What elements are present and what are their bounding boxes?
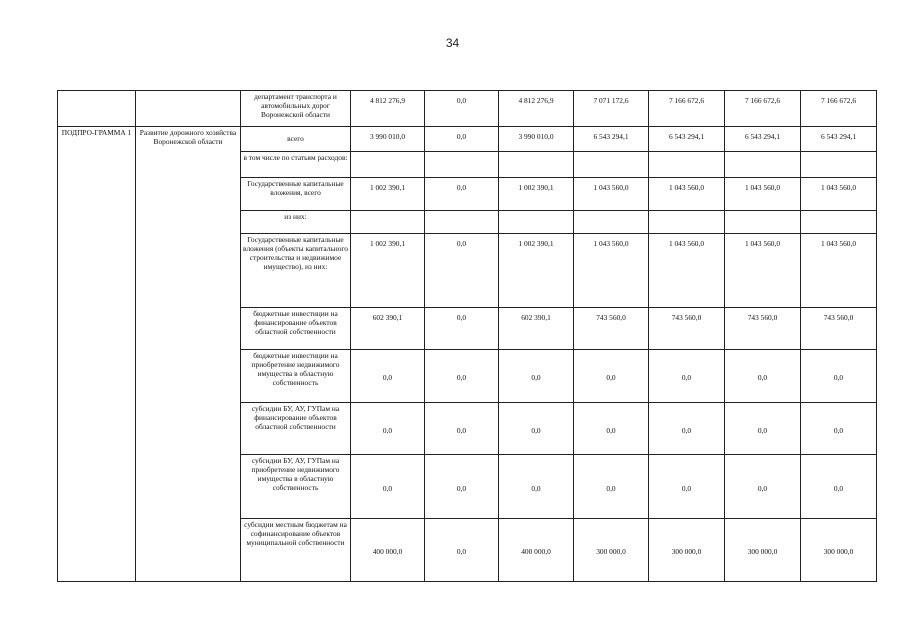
- value-cell: 6 543 294,1: [801, 127, 877, 152]
- value-cell: [351, 152, 425, 178]
- value-cell: 1 043 560,0: [574, 234, 649, 308]
- value-cell: 0,0: [351, 350, 425, 403]
- value-cell: 1 002 390,1: [351, 178, 425, 211]
- row-label: субсидии местным бюджетам на софинансирование объектов муниципальной собственности: [241, 519, 351, 582]
- row-label: из них:: [241, 211, 351, 234]
- value-cell: [425, 211, 499, 234]
- value-cell: 0,0: [425, 455, 499, 519]
- value-cell: 602 390,1: [351, 308, 425, 350]
- subprogram-label: ПОДПРО-ГРАММА 1: [58, 127, 136, 582]
- value-cell: 1 043 560,0: [801, 234, 877, 308]
- value-cell: [574, 152, 649, 178]
- value-cell: 0,0: [725, 455, 801, 519]
- value-cell: 400 000,0: [351, 519, 425, 582]
- row-label: субсидии БУ, АУ, ГУПам на приобретение недвижимого имущества в областную собственность: [241, 455, 351, 519]
- value-cell: 400 000,0: [499, 519, 574, 582]
- row-label: департамент транспорта и автомобильных дорог Воронежской области: [241, 91, 351, 127]
- value-cell: 3 990 010,0: [499, 127, 574, 152]
- value-cell: [499, 152, 574, 178]
- value-cell: [801, 152, 877, 178]
- empty-cell: [136, 91, 241, 127]
- value-cell: 0,0: [801, 403, 877, 455]
- value-cell: 300 000,0: [801, 519, 877, 582]
- value-cell: 0,0: [725, 403, 801, 455]
- value-cell: [351, 211, 425, 234]
- value-cell: 743 560,0: [649, 308, 725, 350]
- value-cell: 7 166 672,6: [725, 91, 801, 127]
- value-cell: 0,0: [351, 455, 425, 519]
- table-row: [58, 127, 877, 152]
- value-cell: 1 043 560,0: [801, 178, 877, 211]
- value-cell: 602 390,1: [499, 308, 574, 350]
- row-label: бюджетные инвестиции на финансирование объектов областной собственности: [241, 308, 351, 350]
- row-label: бюджетные инвестиции на приобретение недвижимого имущества в областную собственность: [241, 350, 351, 403]
- row-label: всего: [241, 127, 351, 152]
- value-cell: 4 812 276,9: [499, 91, 574, 127]
- value-cell: 6 543 294,1: [574, 127, 649, 152]
- table-row: [58, 91, 877, 127]
- value-cell: 0,0: [425, 91, 499, 127]
- value-cell: [425, 152, 499, 178]
- value-cell: 743 560,0: [574, 308, 649, 350]
- value-cell: 0,0: [351, 403, 425, 455]
- value-cell: 7 166 672,6: [649, 91, 725, 127]
- value-cell: 1 002 390,1: [499, 234, 574, 308]
- row-label: Государственные капитальные вложения (объекты капитального строительства и недвижимое имущество), из них:: [241, 234, 351, 308]
- empty-cell: [58, 91, 136, 127]
- value-cell: 0,0: [425, 350, 499, 403]
- value-cell: 743 560,0: [725, 308, 801, 350]
- budget-table: [57, 90, 877, 582]
- value-cell: [499, 211, 574, 234]
- value-cell: 7 166 672,6: [801, 91, 877, 127]
- value-cell: 0,0: [574, 403, 649, 455]
- value-cell: 0,0: [801, 455, 877, 519]
- value-cell: 0,0: [801, 350, 877, 403]
- value-cell: 1 002 390,1: [499, 178, 574, 211]
- value-cell: 1 043 560,0: [725, 178, 801, 211]
- row-label: Государственные капитальные вложения, всего: [241, 178, 351, 211]
- value-cell: 1 043 560,0: [649, 234, 725, 308]
- value-cell: 300 000,0: [725, 519, 801, 582]
- value-cell: 0,0: [425, 403, 499, 455]
- value-cell: 0,0: [574, 455, 649, 519]
- value-cell: 0,0: [725, 350, 801, 403]
- value-cell: [725, 211, 801, 234]
- value-cell: 0,0: [425, 127, 499, 152]
- value-cell: 7 071 172,6: [574, 91, 649, 127]
- value-cell: [801, 211, 877, 234]
- value-cell: 0,0: [499, 350, 574, 403]
- value-cell: 1 043 560,0: [574, 178, 649, 211]
- value-cell: 0,0: [649, 350, 725, 403]
- value-cell: [574, 211, 649, 234]
- value-cell: 0,0: [499, 403, 574, 455]
- value-cell: 0,0: [574, 350, 649, 403]
- value-cell: 1 043 560,0: [649, 178, 725, 211]
- value-cell: 6 543 294,1: [649, 127, 725, 152]
- value-cell: [649, 211, 725, 234]
- value-cell: 300 000,0: [574, 519, 649, 582]
- value-cell: [649, 152, 725, 178]
- value-cell: 0,0: [649, 403, 725, 455]
- value-cell: 1 002 390,1: [351, 234, 425, 308]
- value-cell: 4 812 276,9: [351, 91, 425, 127]
- value-cell: 0,0: [499, 455, 574, 519]
- value-cell: 0,0: [425, 308, 499, 350]
- page-number: 34: [445, 36, 460, 50]
- value-cell: 300 000,0: [649, 519, 725, 582]
- subprogram-name: Развитие дорожного хозяйства Воронежской области: [136, 127, 241, 582]
- value-cell: 6 543 294,1: [725, 127, 801, 152]
- value-cell: 0,0: [649, 455, 725, 519]
- value-cell: 743 560,0: [801, 308, 877, 350]
- value-cell: 0,0: [425, 519, 499, 582]
- value-cell: 0,0: [425, 234, 499, 308]
- row-label: в том числе по статьям расходов:: [241, 152, 351, 178]
- value-cell: 0,0: [425, 178, 499, 211]
- value-cell: [725, 152, 801, 178]
- value-cell: 1 043 560,0: [725, 234, 801, 308]
- row-label: субсидии БУ, АУ, ГУПам на финансирование объектов областной собственности: [241, 403, 351, 455]
- value-cell: 3 990 010,0: [351, 127, 425, 152]
